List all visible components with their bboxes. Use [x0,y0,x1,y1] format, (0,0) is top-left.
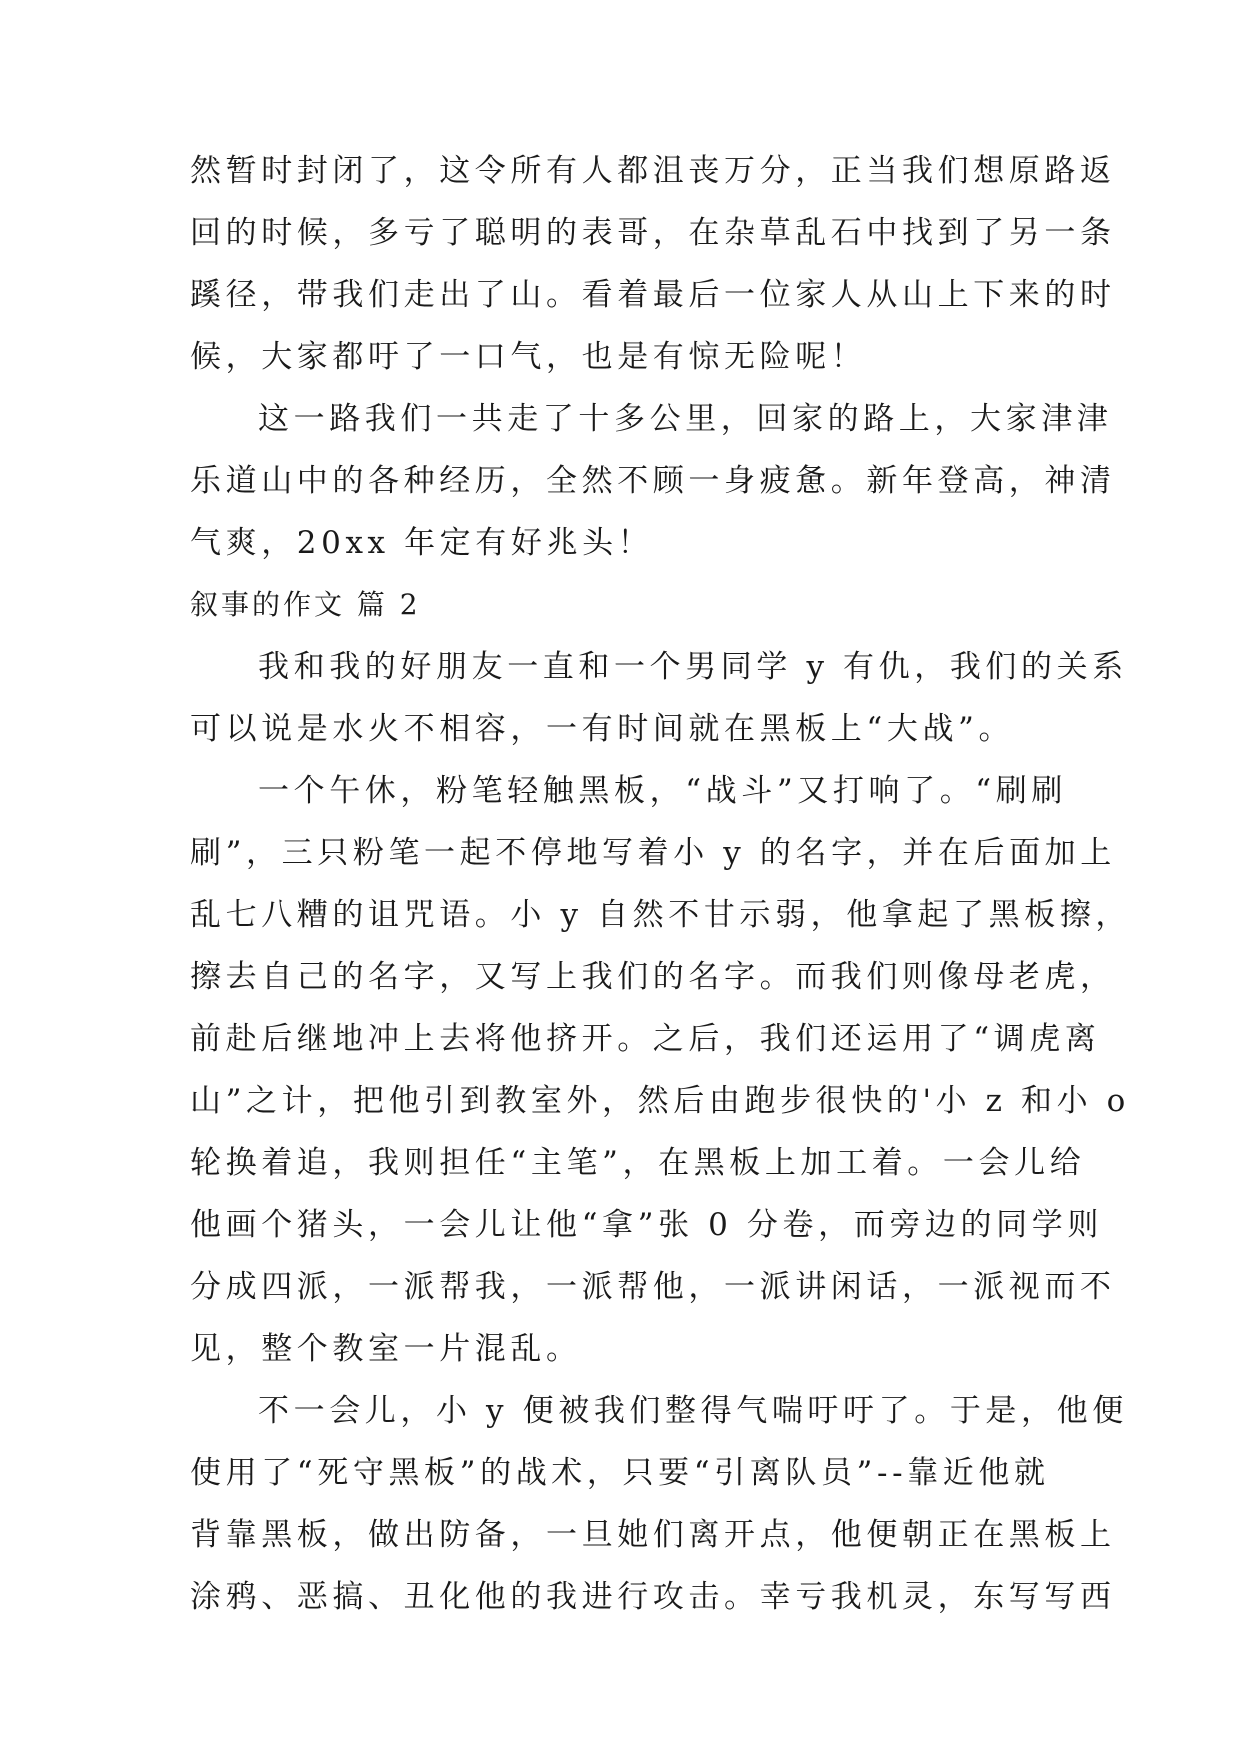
paragraph-1 [190,140,1116,388]
text-line: 使用了“死守黑板”的战术，只要“引离队员”--靠近他就 [190,1455,1050,1491]
text-line: 见，整个教室一片混乱。 [190,1331,582,1367]
text-line: 候，大家都吁了一口气，也是有惊无险呢！ [190,339,867,375]
text-line: 这一路我们一共走了十多公里，回家的路上，大家津津 [258,401,1113,437]
text-line: 蹊径，带我们走出了山。看着最后一位家人从山上下来的时 [190,277,1116,313]
section-heading: 叙事的作文 篇 2 [190,588,421,621]
text-line: 乐道山中的各种经历，全然不顾一身疲惫。新年登高，神清 [190,463,1116,499]
text-line: 山”之计，把他引到教室外，然后由跑步很快的'小 z 和小 o [190,1083,1130,1119]
paragraph-4 [190,760,1132,1380]
paragraph-2 [190,388,1116,574]
document-page [190,140,1132,1628]
text-line: 可以说是水火不相容，一有时间就在黑板上“大战”。 [190,711,1015,747]
text-line: 分成四派，一派帮我，一派帮他，一派讲闲话，一派视而不 [190,1269,1116,1305]
text-line: 涂鸦、恶搞、丑化他的我进行攻击。幸亏我机灵，东写写西 [190,1579,1116,1615]
text-line: 擦去自己的名字，又写上我们的名字。而我们则像母老虎， [190,959,1116,995]
text-line: 不一会儿，小 y 便被我们整得气喘吁吁了。于是，他便 [258,1393,1128,1429]
text-line: 气爽，20xx 年定有好兆头！ [190,525,654,561]
paragraph-3 [190,636,1128,760]
text-line: 背靠黑板，做出防备，一旦她们离开点，他便朝正在黑板上 [190,1517,1116,1553]
paragraph-5 [190,1380,1128,1628]
text-line: 然暂时封闭了，这令所有人都沮丧万分，正当我们想原路返 [190,153,1116,189]
text-line: 乱七八糟的诅咒语。小 y 自然不甘示弱，他拿起了黑板擦， [190,897,1132,933]
text-line: 轮换着追，我则担任“主笔”，在黑板上加工着。一会儿给 [190,1145,1086,1181]
text-line: 前赴后继地冲上去将他挤开。之后，我们还运用了“调虎离 [190,1021,1101,1057]
text-line: 回的时候，多亏了聪明的表哥，在杂草乱石中找到了另一条 [190,215,1116,251]
text-line: 他画个猪头，一会儿让他“拿”张 0 分卷，而旁边的同学则 [190,1207,1103,1243]
text-line: 一个午休，粉笔轻触黑板，“战斗”又打响了。“刷刷 [258,773,1067,809]
text-line: 我和我的好朋友一直和一个男同学 y 有仇，我们的关系 [258,649,1128,685]
text-line: 刷”，三只粉笔一起不停地写着小 y 的名字，并在后面加上 [190,835,1116,871]
